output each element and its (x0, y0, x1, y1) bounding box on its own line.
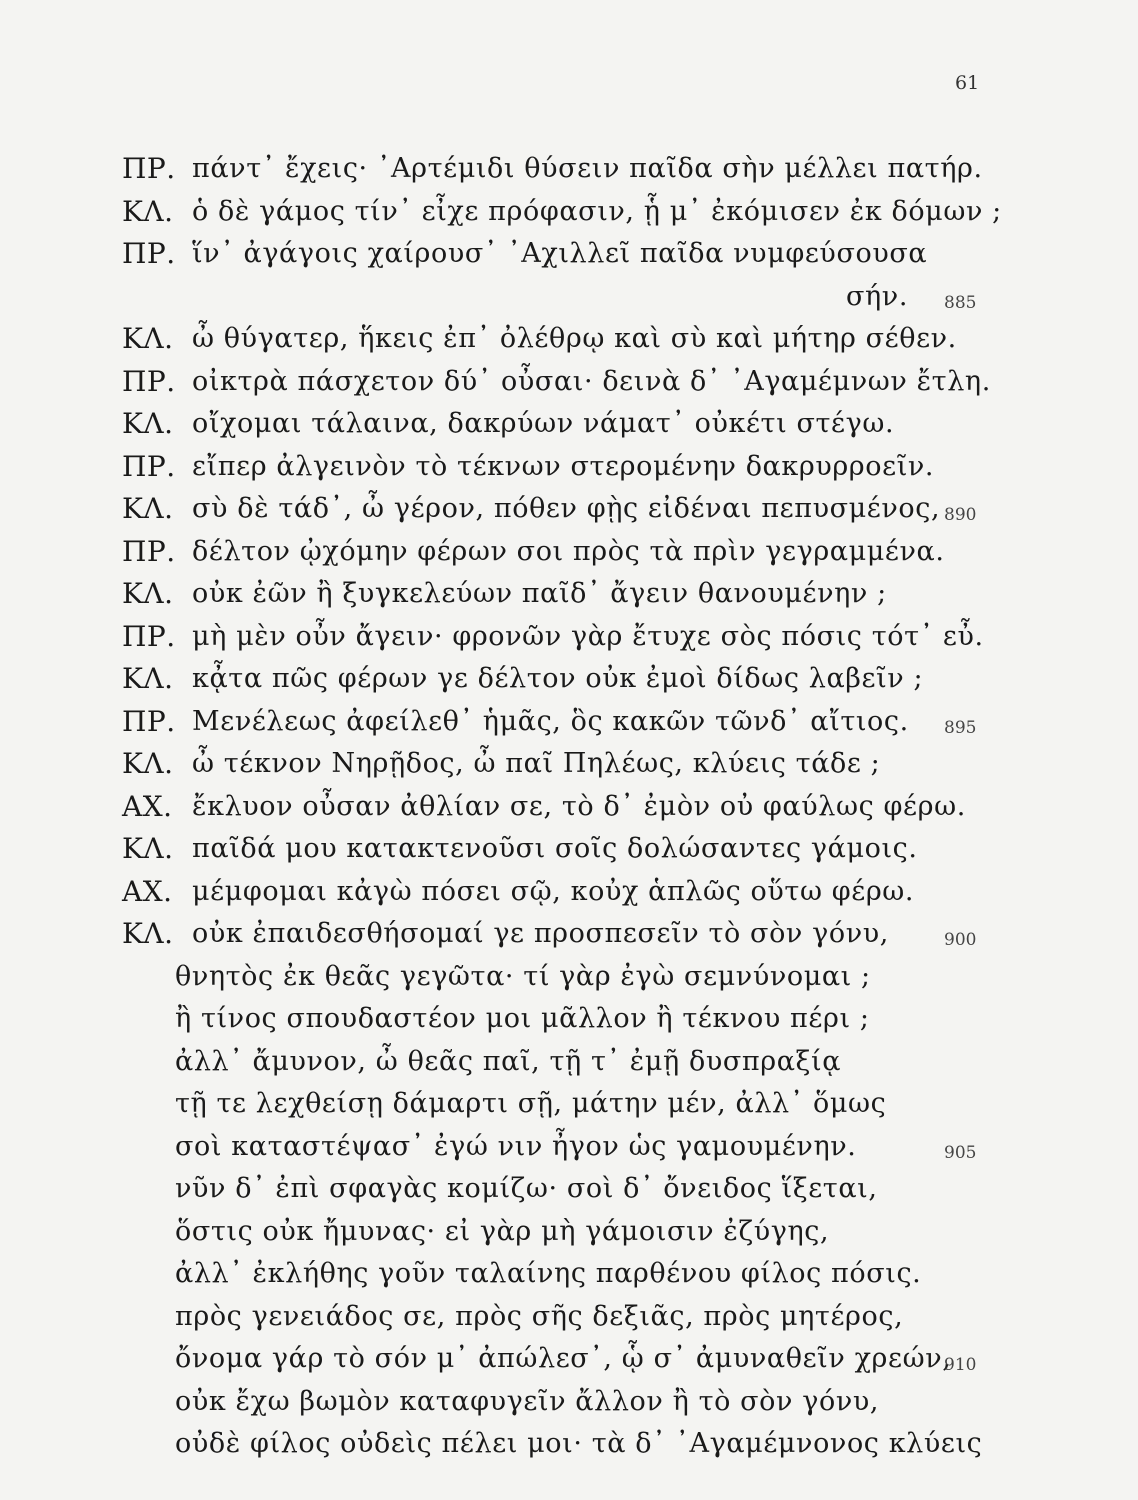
speaker-label: ΚΛ. (122, 747, 174, 780)
verse-line (0, 233, 1138, 276)
verse-text: οἰκτρὰ πάσχετον δύ᾽ οὖσαι· δεινὰ δ᾽ ᾽Αγαμέμνων ἔτλη. (192, 365, 991, 397)
verse-line (0, 786, 1138, 829)
verse-line (0, 658, 1138, 701)
speaker-label: ΠΡ. (122, 449, 176, 483)
line-number: 900 (944, 930, 977, 950)
verse-line (0, 1381, 1138, 1424)
verse-text: παῖδά μου κατακτενοῦσι σοῖς δολώσαντες γάμοις. (192, 833, 918, 864)
verse-text: οὐκ ἐῶν ἢ ξυγκελεύων παῖδ᾽ ἄγειν θανουμένην ; (192, 578, 887, 609)
verse-text: ὅστις οὐκ ἤμυνας· εἰ γὰρ μὴ γάμοισιν ἐζύγης, (175, 1215, 830, 1247)
verse-line (0, 488, 1138, 531)
verse-line (0, 701, 1138, 744)
verse-line (0, 1211, 1138, 1254)
verse-line (0, 828, 1138, 871)
verse-text: ὁ δὲ γάμος τίν᾽ εἶχε πρόφασιν, ᾗ μ᾽ ἐκόμισεν ἐκ δόμων ; (192, 195, 1002, 227)
verse-text: Μενέλεως ἀφείλεθ᾽ ἡμᾶς, ὃς κακῶν τῶνδ᾽ αἴτιος. (192, 705, 909, 737)
speaker-label: ΑΧ. (122, 789, 173, 823)
line-number: 905 (944, 1142, 977, 1163)
verse-line (0, 148, 1138, 191)
verse-text: δέλτον ᾠχόμην φέρων σοι πρὸς τὰ πρὶν γεγραμμένα. (192, 535, 945, 567)
verse-text: πάντ᾽ ἔχεις· ᾽Αρτέμιδι θύσειν παῖδα σὴν μέλλει πατήρ. (192, 153, 983, 184)
speaker-label: ΚΛ. (122, 194, 174, 228)
verse-text: μέμφομαι κἀγὼ πόσει σῷ, κοὐχ ἁπλῶς οὕτω φέρω. (192, 875, 915, 907)
verse-line (0, 361, 1138, 404)
verse-line (0, 1126, 1138, 1169)
verse-text: μὴ μὲν οὖν ἄγειν· φρονῶν γὰρ ἔτυχε σὸς πόσις τότ᾽ εὖ. (192, 620, 984, 652)
verse-line (0, 956, 1138, 999)
verse-text: ἵν᾽ ἀγάγοις χαίρουσ᾽ ᾽Αχιλλεῖ παῖδα νυμφεύσουσα (192, 238, 928, 269)
verse-text: εἴπερ ἀλγεινὸν τὸ τέκνων στερομένην δακρυρροεῖν. (192, 450, 935, 482)
verse-text: πρὸς γενειάδος σε, πρὸς σῆς δεξιᾶς, πρὸς μητέρος, (175, 1300, 904, 1332)
page-number: 61 (955, 72, 980, 94)
verse-line (0, 998, 1138, 1041)
verse-line (0, 1423, 1138, 1466)
verse-line (0, 1338, 1138, 1381)
speaker-label: ΠΡ. (122, 619, 176, 653)
verse-line (0, 1253, 1138, 1296)
verse-line (0, 318, 1138, 361)
verse-line (0, 913, 1138, 956)
verse-line (0, 1168, 1138, 1211)
verse-text: σὺ δὲ τάδ᾽, ὦ γέρον, πόθεν φῂς εἰδέναι πεπυσμένος, (192, 493, 941, 524)
verse-text: ὦ τέκνον Νηρῇδος, ὦ παῖ Πηλέως, κλύεις τάδε ; (192, 748, 881, 779)
speaker-label: ΑΧ. (122, 874, 173, 908)
speaker-label: ΠΡ. (122, 704, 176, 738)
verse-text: σήν. (846, 280, 909, 312)
verse-line (0, 403, 1138, 446)
speaker-label: ΚΛ. (122, 832, 174, 865)
verse-text: θνητὸς ἐκ θεᾶς γεγῶτα· τί γὰρ ἐγὼ σεμνύνομαι ; (175, 960, 871, 992)
verse-line (0, 276, 1138, 319)
verse-text: ἢ τίνος σπουδαστέον μοι μᾶλλον ἢ τέκνου πέρι ; (175, 1003, 870, 1034)
speaker-label: ΠΡ. (122, 534, 176, 568)
verse-line (0, 1041, 1138, 1084)
speaker-label: ΠΡ. (122, 364, 176, 398)
verse-line (0, 191, 1138, 234)
line-number: 910 (944, 1355, 977, 1375)
verse-text: τῇ τε λεχθείσῃ δάμαρτι σῇ, μάτην μέν, ἀλλ᾽ ὅμως (175, 1088, 887, 1119)
verse-text: οὐκ ἐπαιδεσθήσομαί γε προσπεσεῖν τὸ σὸν γόνυ, (192, 918, 889, 949)
verse-text: οἴχομαι τάλαινα, δακρύων νάματ᾽ οὐκέτι στέγω. (192, 408, 895, 439)
verse-text: οὐκ ἔχω βωμὸν καταφυγεῖν ἄλλον ἢ τὸ σὸν γόνυ, (175, 1385, 880, 1417)
speaker-label: ΚΛ. (122, 917, 174, 950)
line-number: 885 (944, 292, 977, 313)
line-number: 890 (944, 505, 977, 525)
verse-text: ἔκλυον οὖσαν ἀθλίαν σε, τὸ δ᾽ ἐμὸν οὐ φαύλως φέρω. (192, 790, 966, 822)
verse-line (0, 573, 1138, 616)
verse-line (0, 1083, 1138, 1126)
verse-text: ἀλλ᾽ ἐκλήθης γοῦν ταλαίνης παρθένου φίλος πόσις. (175, 1258, 922, 1289)
speaker-label: ΚΛ. (122, 492, 174, 525)
verse-line (0, 446, 1138, 489)
verse-line (0, 743, 1138, 786)
verse-text: νῦν δ᾽ ἐπὶ σφαγὰς κομίζω· σοὶ δ᾽ ὄνειδος ἵξεται, (175, 1173, 878, 1204)
speaker-label: ΚΛ. (122, 322, 174, 355)
speaker-label: ΚΛ. (122, 577, 174, 610)
verse-text: ὄνομα γάρ τὸ σόν μ᾽ ἀπώλεσ᾽, ᾧ σ᾽ ἀμυναθεῖν χρεών, (175, 1343, 952, 1374)
verse-text: οὐδὲ φίλος οὐδεὶς πέλει μοι· τὰ δ᾽ ᾽Αγαμέμνονος κλύεις (175, 1428, 983, 1459)
line-number: 895 (944, 717, 977, 738)
verse-text: ὦ θύγατερ, ἥκεις ἐπ᾽ ὀλέθρῳ καὶ σὺ καὶ μήτηρ σέθεν. (192, 323, 957, 354)
verse-text: σοὶ καταστέψασ᾽ ἐγώ νιν ἦγον ὡς γαμουμένην. (175, 1130, 857, 1162)
verse-line (0, 871, 1138, 914)
speaker-label: ΚΛ. (122, 662, 174, 695)
verse-line (0, 616, 1138, 659)
verse-text: κᾆτα πῶς φέρων γε δέλτον οὐκ ἐμοὶ δίδως λαβεῖν ; (192, 663, 924, 694)
verse-line (0, 1296, 1138, 1339)
speaker-label: ΚΛ. (122, 407, 174, 440)
verse-lines (0, 148, 1138, 1466)
speaker-label: ΠΡ. (122, 152, 176, 185)
verse-line (0, 531, 1138, 574)
verse-text: ἀλλ᾽ ἄμυνον, ὦ θεᾶς παῖ, τῇ τ᾽ ἐμῇ δυσπραξίᾳ (175, 1045, 842, 1077)
speaker-label: ΠΡ. (122, 237, 176, 270)
